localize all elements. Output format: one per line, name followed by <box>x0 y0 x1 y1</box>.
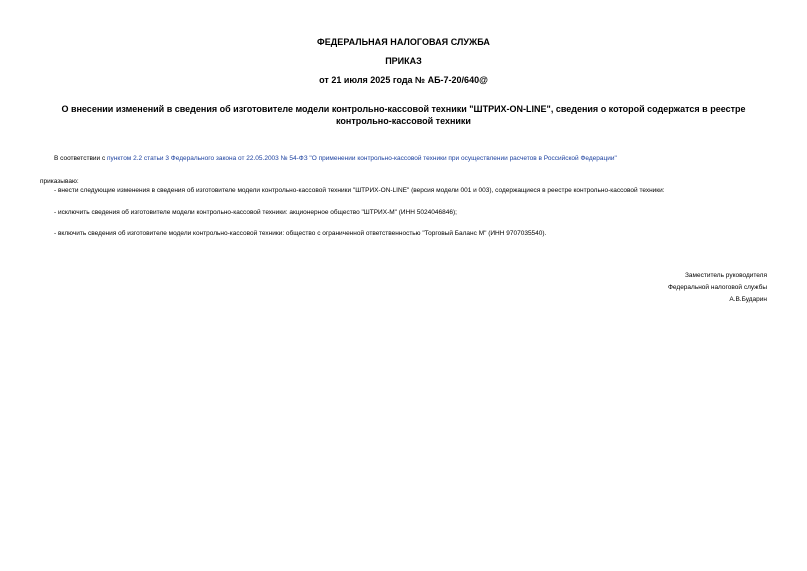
signer-position-line2: Федеральной налоговой службы <box>667 284 767 291</box>
document-type: ПРИКАЗ <box>385 56 422 66</box>
ordered-label: приказываю: <box>40 178 79 185</box>
order-item: - исключить сведения об изготовителе модели контрольно-кассовой техники: акционерное общество "ШТРИХ-М" (ИНН 5024046846); <box>54 209 457 216</box>
signer-position-line1: Заместитель руководителя <box>685 272 767 279</box>
intro-paragraph <box>54 154 617 163</box>
signer-name: А.В.Бударин <box>729 296 767 303</box>
signature-block <box>668 270 767 306</box>
order-item: - включить сведения об изготовителе модели контрольно-кассовой техники: общество с ограниченной ответственностью "Торговый Баланс М" (ИНН 9707035540). <box>54 230 547 237</box>
law-reference-link[interactable]: пунктом 2.2 статьи 3 Федерального закона от 22.05.2003 № 54-ФЗ "О применении контрольно-кассовой техники при осуществлении расчетов в Российской Федерации" <box>107 155 617 162</box>
agency-title: ФЕДЕРАЛЬНАЯ НАЛОГОВАЯ СЛУЖБА <box>317 37 490 47</box>
intro-prefix: В соответствии с <box>54 155 108 162</box>
document-subject: О внесении изменений в сведения об изготовителе модели контрольно-кассовой техники "ШТРИХ-ON-LINE", сведения о которой содержатся в реестре контрольно-кассовой техники <box>61 104 746 126</box>
order-item: - внести следующие изменения в сведения об изготовителе модели контрольно-кассовой техники "ШТРИХ-ON-LINE" (версия модели 001 и 003), содержащиеся в реестре контрольно-кассовой техники: <box>54 187 665 194</box>
document-date-number: от 21 июля 2025 года № АБ-7-20/640@ <box>319 75 488 85</box>
